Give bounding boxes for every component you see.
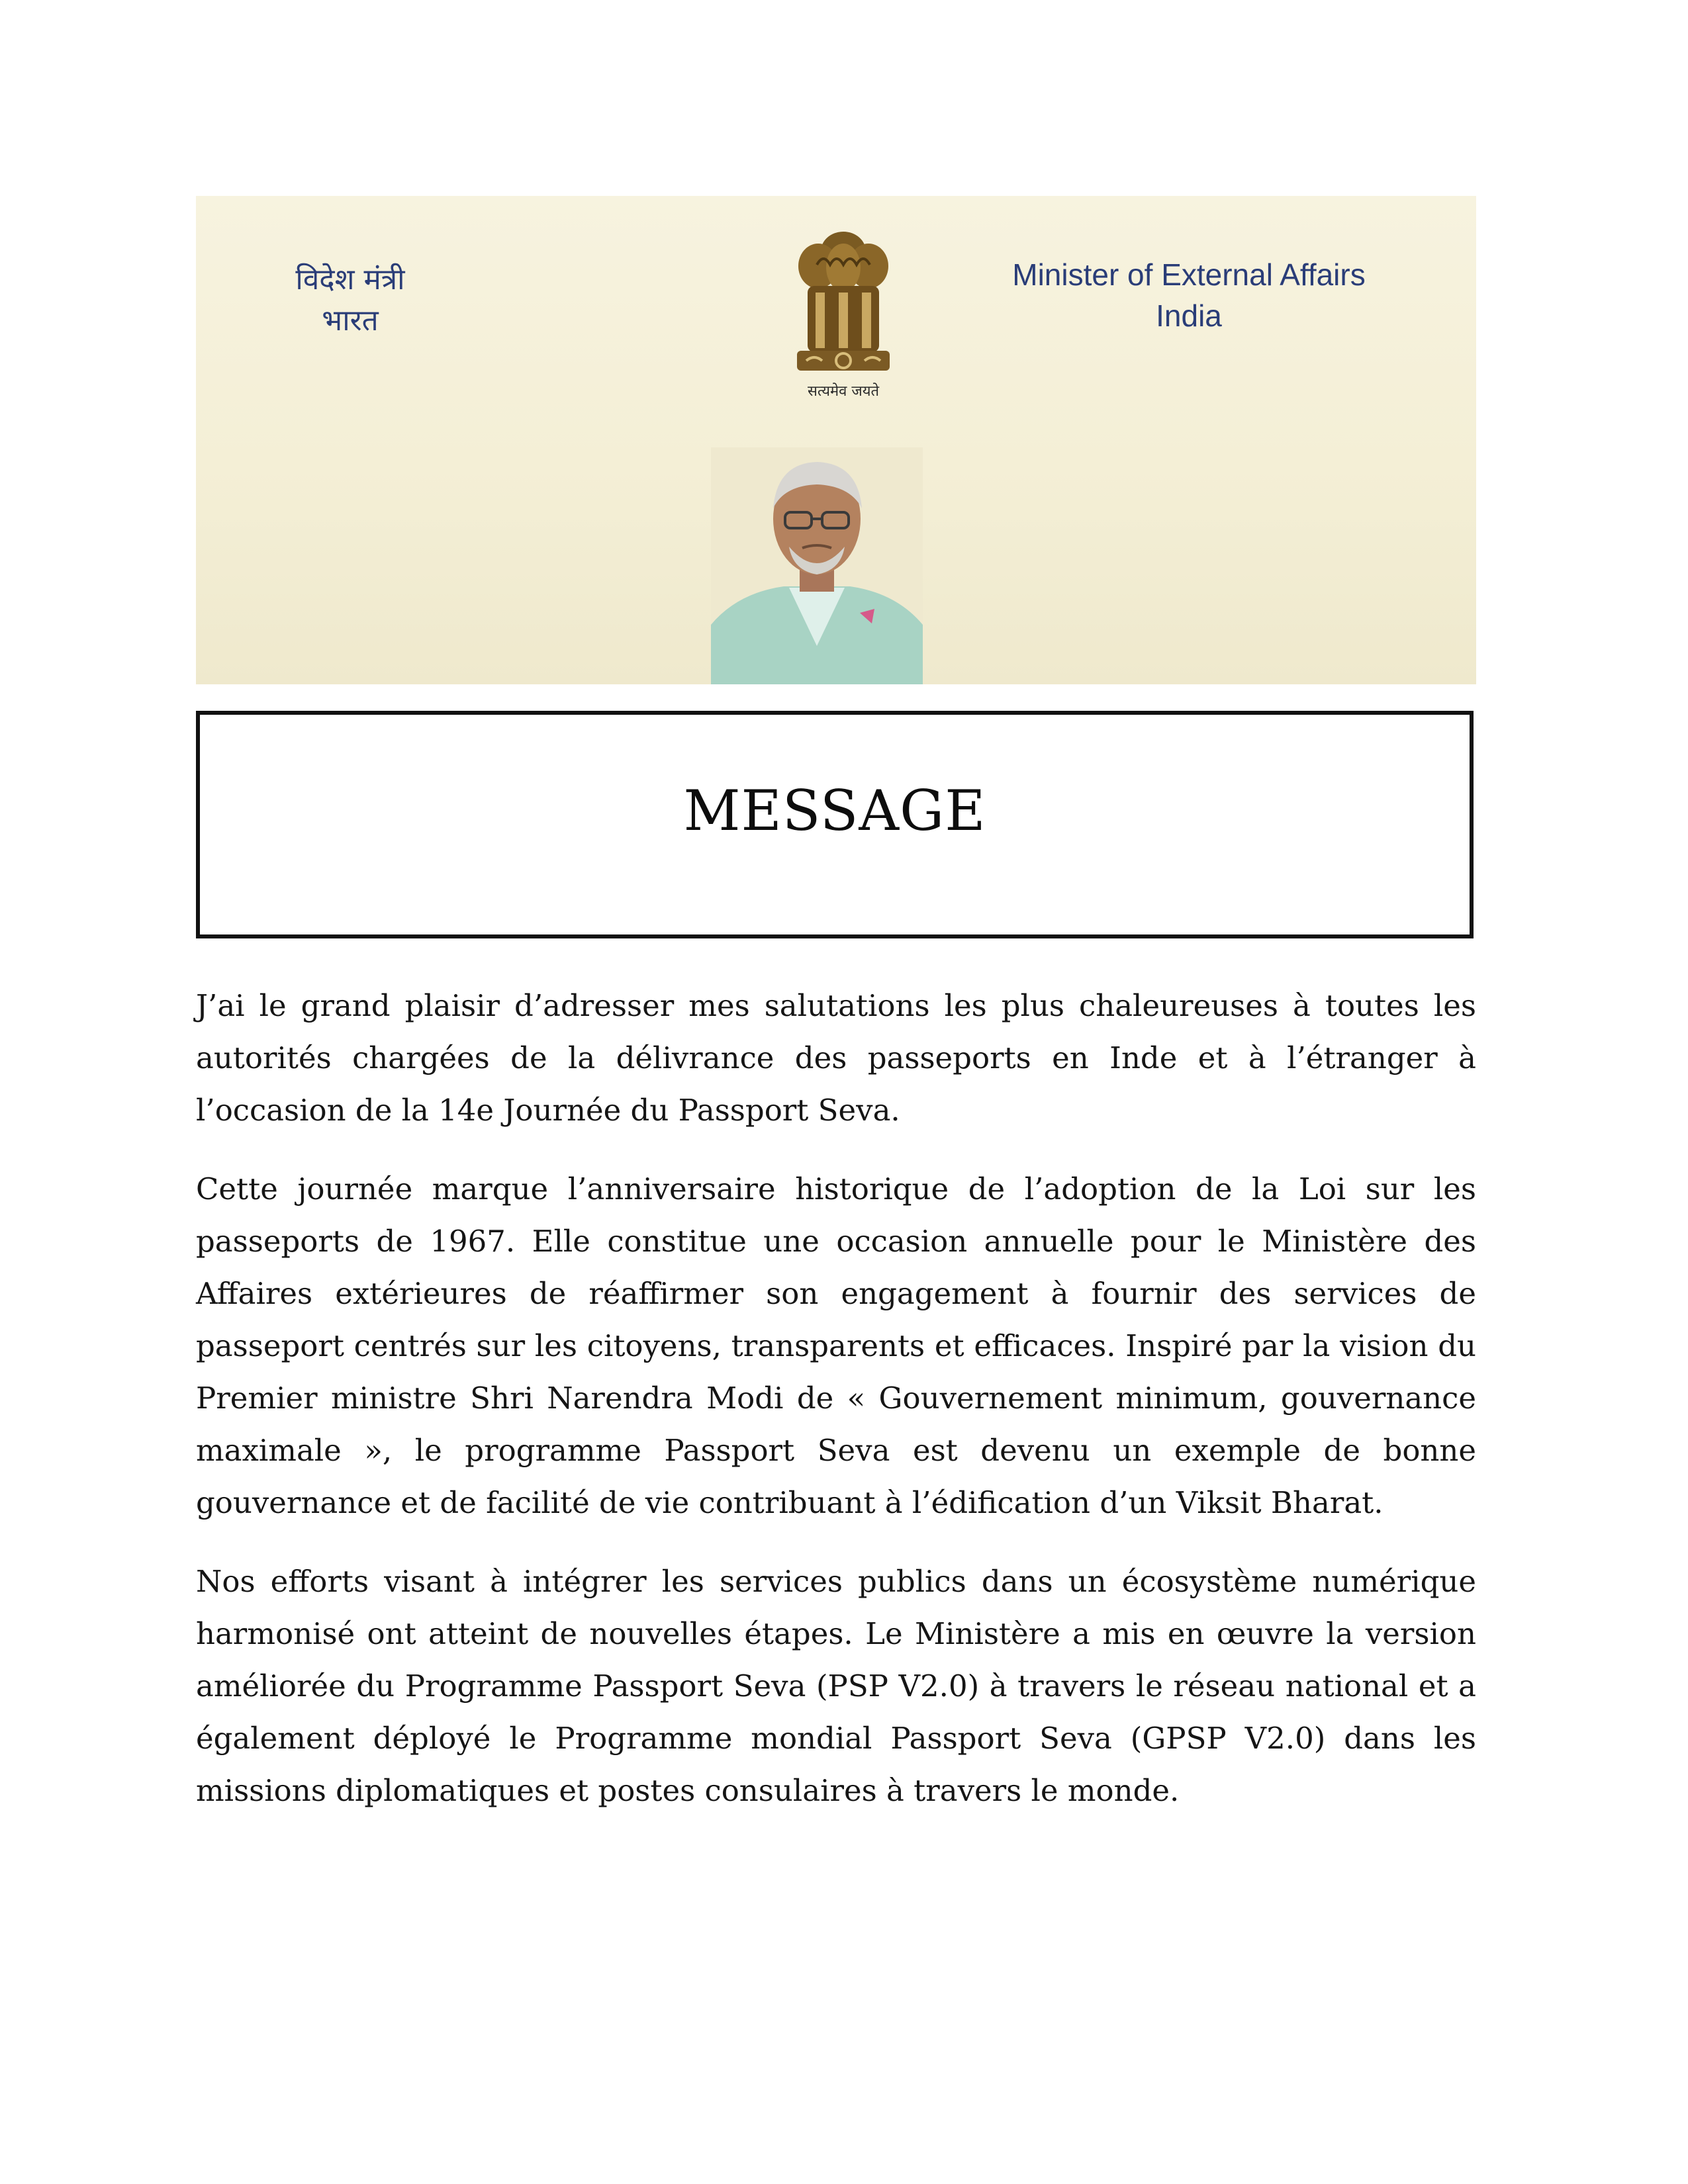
letterhead-left-line2: भारत [322,304,379,338]
body-paragraph-1: J’ai le grand plaisir d’adresser mes salutations les plus chaleureuses à toutes les autorités chargées de la délivrance des passeports en Inde et à l’étranger à l’occasion de la 14e Journée du Passport Seva. [196,988,1476,1128]
letterhead-left-line1: विदेश मंत्री [295,263,405,296]
letterhead-right-title [984,254,1394,336]
body-paragraph-2: Cette journée marque l’anniversaire historique de l’adoption de la Loi sur les passeports de 1967. Elle constitue une occasion annuelle pour le Ministère des Affaires extérieures de réaffirmer son engagement à fournir des services de passeport centrés sur les citoyens, transparents et efficaces. Inspiré par la vision du Premier ministre Shri Narendra Modi de « Gouvernement minimum, gouvernance maximale », le programme Passport Seva est devenu un exemple de bonne gouvernance et de facilité de vie contribuant à l’édification d’un Viksit Bharat. [196,1171,1476,1520]
letterhead-left-title [274,259,426,341]
letterhead-right-line2: India [1156,298,1222,333]
letterhead-right-line1: Minister of External Affairs [1012,257,1366,292]
emblem-motto: सत्यमेव जयते [807,383,880,400]
message-body [196,979,1476,1843]
body-paragraph-3: Nos efforts visant à intégrer les services publics dans un écosystème numérique harmonisé ont atteint de nouvelles étapes. Le Ministère a mis en œuvre la version améliorée du Programme Passport Seva (PSP V2.0) à travers le réseau national et a également déployé le Programme mondial Passport Seva (GPSP V2.0) dans les missions diplomatiques et postes consulaires à travers le monde. [196,1564,1476,1808]
message-title: MESSAGE [683,778,986,843]
message-box [196,711,1474,938]
minister-portrait-icon [711,447,923,684]
state-emblem-icon [777,225,910,404]
letterhead [196,196,1476,684]
